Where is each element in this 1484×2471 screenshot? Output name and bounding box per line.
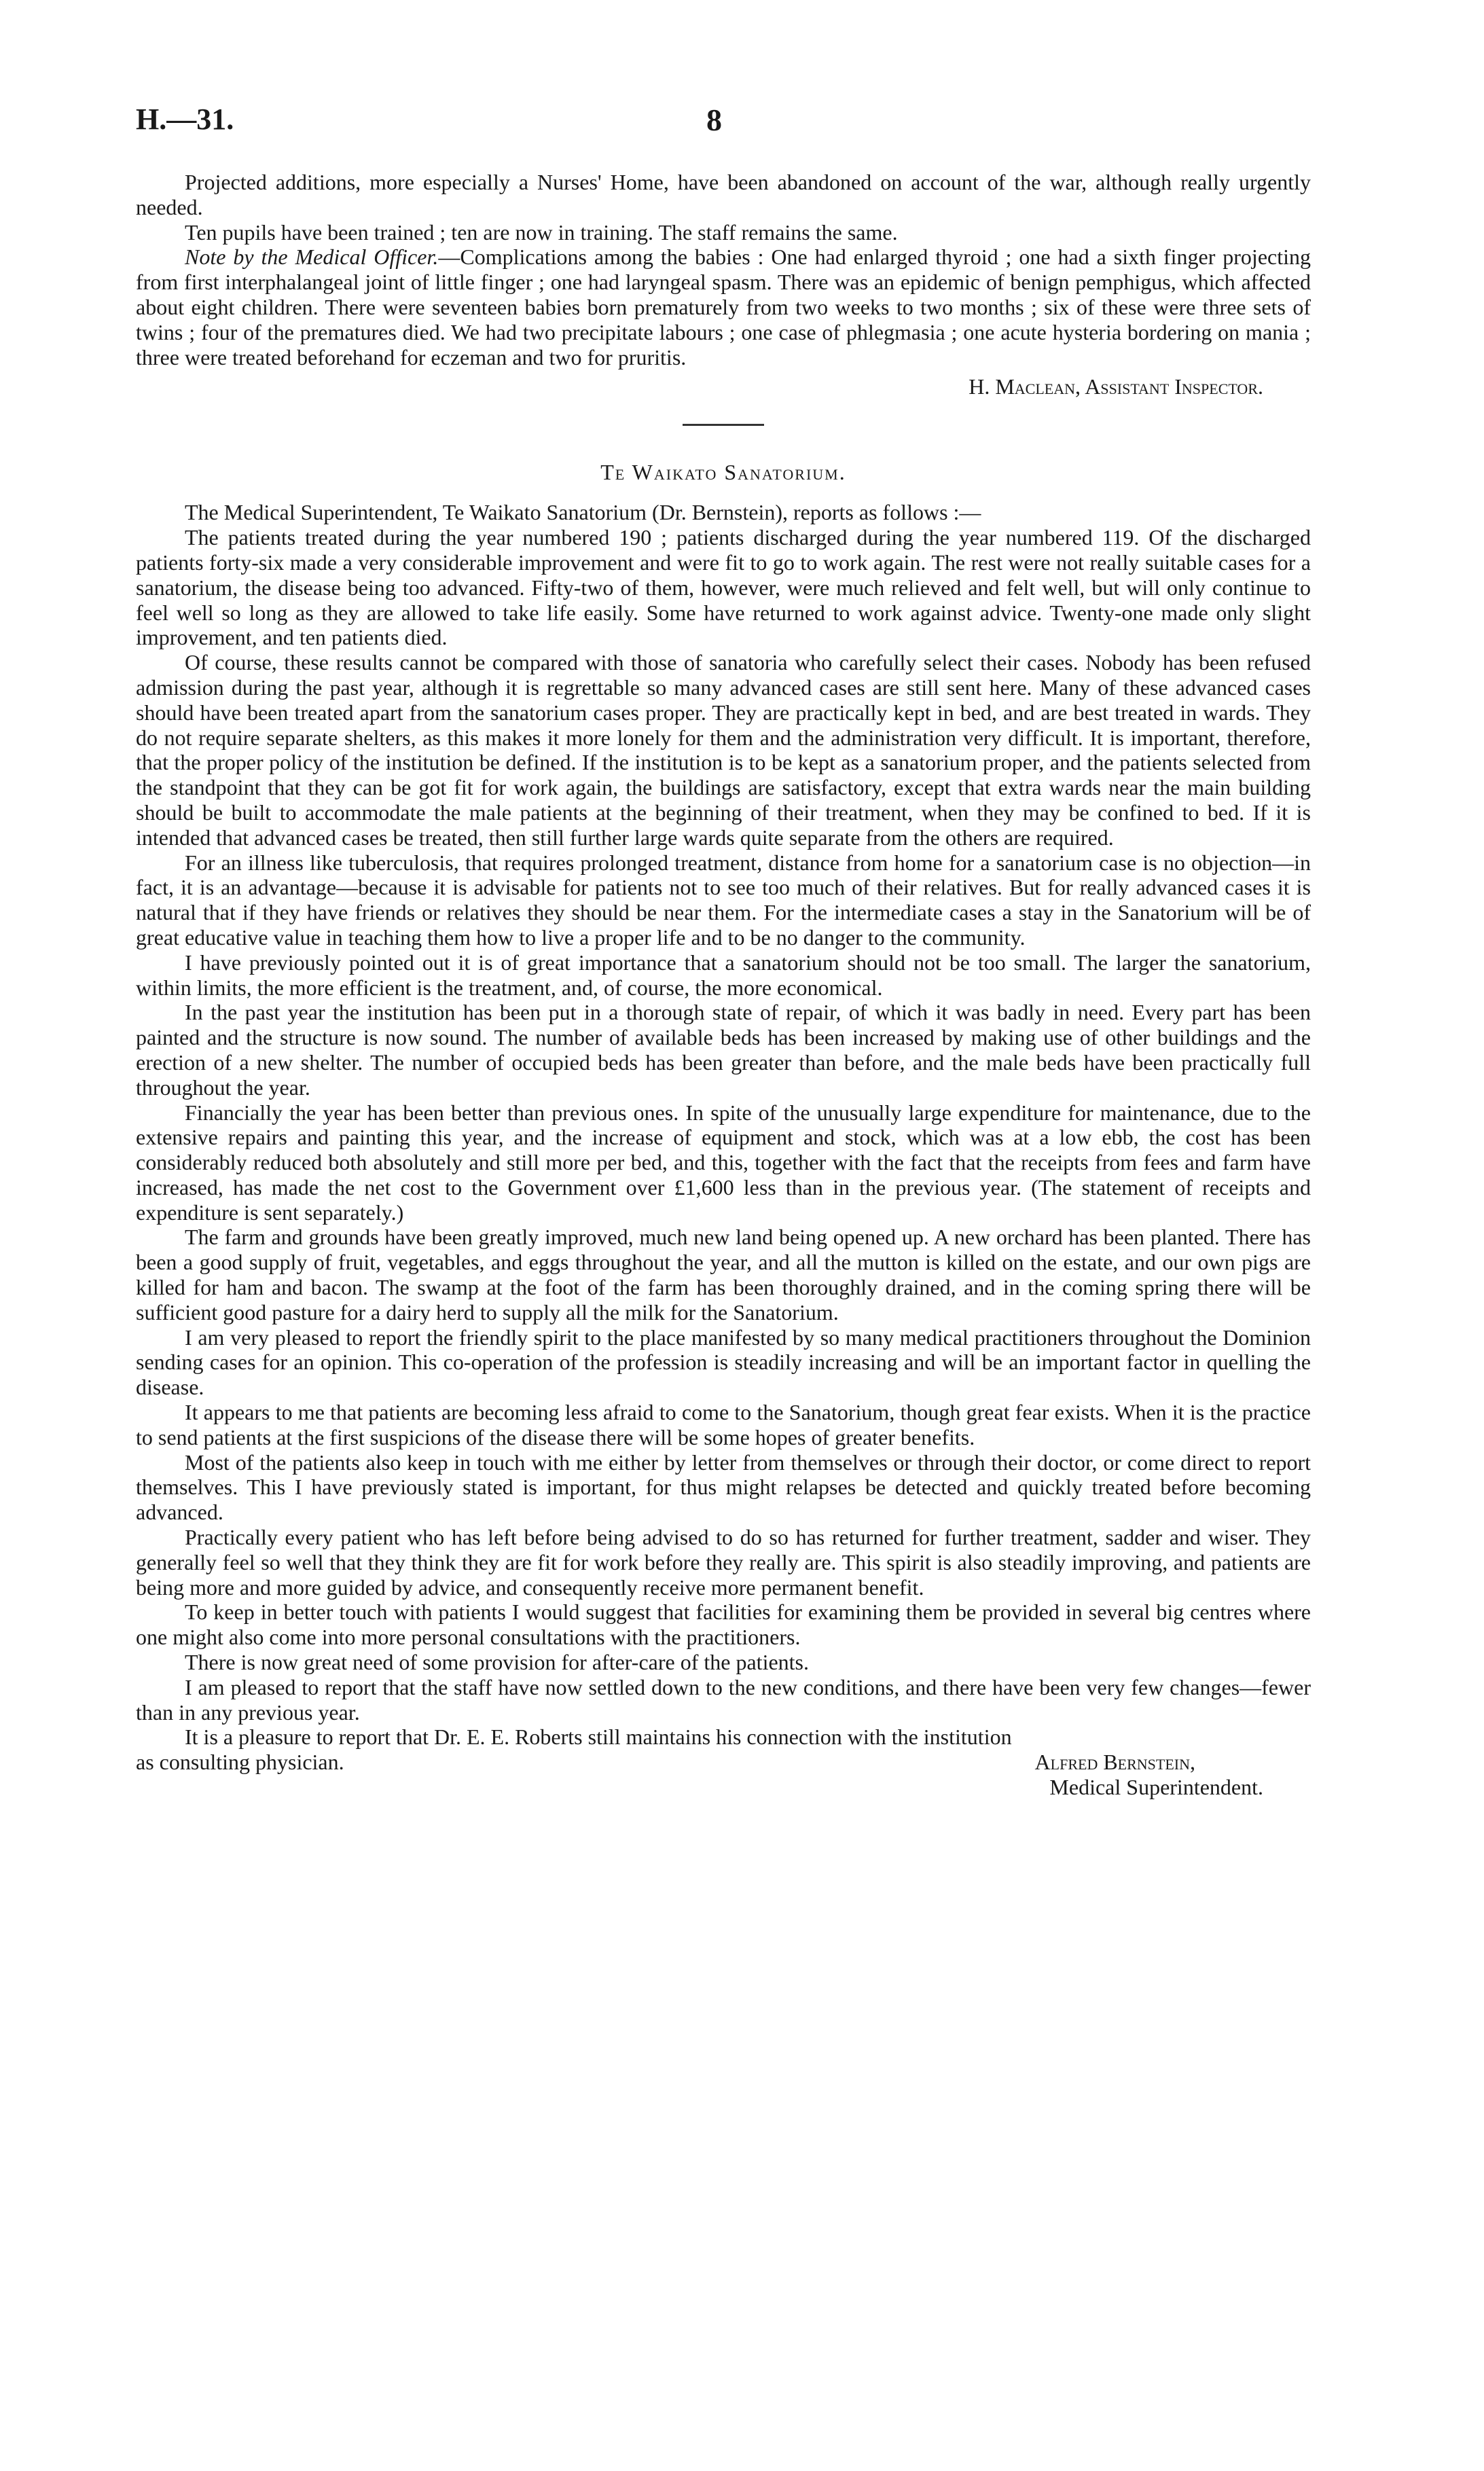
paragraph: There is now great need of some provision for after-care of the patients. — [185, 1650, 809, 1675]
section-divider — [683, 424, 764, 426]
paragraph: In the past year the institution has been put in a thorough state of repair, of which it was badly in need. Every part has been painted and the structure is now sound. The number of available beds has been increased by making use of other buildings and the erection of a new shelter. The number of occupied beds has been greater than before, and the male beds have been practically full throughout the year. — [136, 1000, 1311, 1100]
paragraph: The farm and grounds have been greatly improved, much new land being opened up. A new orchard has been planted. There has been a good supply of fruit, vegetables, and eggs throughout the year, and all the mutton is killed on the estate, and our own pigs are killed for ham and bacon. The swamp at the foot of the farm has been thoroughly drained, and in the coming spring there will be sufficient good pasture for a dairy herd to supply all the milk for the Sanatorium. — [136, 1225, 1311, 1324]
paragraph: Practically every patient who has left before being advised to do so has returned for further treatment, sadder and wiser. They generally feel so well that they think they are fit for work before they really are. This spirit is also steadily improving, and patients are being more and more guided by advice, and consequently receive more permanent benefit. — [136, 1525, 1311, 1600]
paragraph: It appears to me that patients are becoming less afraid to come to the Sanatorium, though great fear exists. When it is the practice to send patients at the first suspicions of the disease there will be some hopes of greater benefits. — [136, 1400, 1311, 1449]
paragraph: The patients treated during the year numbered 190 ; patients discharged during the year numbered 119. Of the discharged patients forty-six made a very considerable improvement and were fit to go to work again. The rest were not really suitable cases for a sanatorium, the disease being too advanced. Fifty-two of them, however, were much relieved and felt well, but will only continue to feel well so long as they are allowed to take life easily. Some have returned to work against advice. Twenty-one made only slight improvement, and ten patients died. — [136, 525, 1311, 650]
note-lead: Note by the Medical Officer. — [185, 245, 439, 270]
note-text: —Complications among the babies : One had enlarged thyroid ; one had a sixth finger projecting from first interphalangeal joint of little finger ; one had laryngeal spasm. There was an epidemic of benign pemphigus, which affected about eight children. There were seventeen babies born prematurely from two weeks to two months ; six of these were three sets of twins ; four of the prematures died. We had two precipitate labours ; one case of phlegmasia ; one acute hysteria bordering on mania ; three were treated beforehand for eczeman and two for pruritis. — [136, 245, 1311, 369]
paragraph: For an illness like tuberculosis, that requires prolonged treatment, distance from home for a sanatorium case is no objection—in fact, it is an advantage—because it is advisable for patients not to see too much of their relatives. But for really advanced cases it is natural that if they have friends or relatives they should be near them. For the intermediate cases a stay in the Sanatorium will be of great educative value in teaching them how to live a proper life and to be no danger to the community. — [136, 850, 1311, 950]
signature-title: Medical Superintendent. — [1049, 1775, 1263, 1800]
paragraph: Financially the year has been better than previous ones. In spite of the unusually large expenditure for maintenance, due to the extensive repairs and painting this year, and the increase of equipment and stock, which was at a low ebb, the cost has been considerably reduced both absolutely and still more per bed, and this, together with the fact that the receipts from fees and farm have increased, has made the net cost to the Government over £1,600 less than in the previous year. (The statement of receipts and expenditure is sent separately.) — [136, 1100, 1311, 1225]
paragraph: Ten pupils have been trained ; ten are now in training. The staff remains the same. — [185, 219, 898, 245]
paragraph: I am very pleased to report the friendly spirit to the place manifested by so many medical practitioners throughout the Dominion sending cases for an opinion. This co-operation of the profession is steadily increasing and will be an important factor in quelling the disease. — [136, 1324, 1311, 1400]
medical-officer-note — [136, 245, 1311, 369]
section-title: Te Waikato Sanatorium. — [600, 460, 846, 485]
document-reference: H.—31. — [136, 103, 234, 136]
page-header — [136, 102, 1311, 149]
closing-paragraph: It is a pleasure to report that Dr. E. E. Roberts still maintains his connection with the institution — [185, 1725, 1012, 1750]
paragraph: Projected additions, more especially a Nurses' Home, have been abandoned on account of the war, although really urgently needed. — [136, 170, 1311, 219]
closing-block — [136, 1750, 1311, 1800]
sanatorium-report — [136, 500, 1311, 1750]
page-number: 8 — [706, 103, 722, 137]
paragraph: Of course, these results cannot be compared with those of sanatoria who carefully select their cases. Nobody has been refused admission during the past year, although it is regrettable so many advanced cases are still sent here. Many of these advanced cases should have been treated apart from the sanatorium cases proper. They are practically kept in bed, and are best treated in wards. They do not require separate shelters, as this makes it more lonely for them and the administration very difficult. It is important, therefore, that the proper policy of the institution be defined. If the institution is to be kept as a sanatorium proper, and the patients selected from the standpoint that they can be got fit for work again, the buildings are satisfactory, except that extra wards near the main building should be built to accommodate the male patients at the beginning of their treatment, when they may be confined to bed. If it is intended that advanced cases be treated, then still further large wards quite separate from the others are required. — [136, 650, 1311, 850]
paragraph: Most of the patients also keep in touch with me either by letter from themselves or through their doctor, or come direct to report themselves. This I have previously stated is important, for thus might relapses be detected and quickly treated before becoming advanced. — [136, 1449, 1311, 1525]
paragraph: I have previously pointed out it is of great importance that a sanatorium should not be too small. The larger the sanatorium, within limits, the more efficient is the treatment, and, of course, the more economical. — [136, 950, 1311, 1000]
closing-line: as consulting physician. — [136, 1750, 344, 1775]
paragraph: I am pleased to report that the staff have now settled down to the new conditions, and there have been very few changes—fewer than in any previous year. — [136, 1674, 1311, 1725]
document-page — [136, 102, 1311, 1800]
previous-section — [136, 170, 1311, 369]
report-intro: The Medical Superintendent, Te Waikato Sanatorium (Dr. Bernstein), reports as follows :— — [185, 500, 981, 525]
paragraph: To keep in better touch with patients I would suggest that facilities for examining them be provided in several big centres where one might also come into more personal consultations with the practitioners. — [136, 1600, 1311, 1650]
signature-name: Alfred Bernstein, — [1034, 1750, 1195, 1775]
assistant-inspector-signature: H. Maclean, Assistant Inspector. — [969, 374, 1263, 399]
